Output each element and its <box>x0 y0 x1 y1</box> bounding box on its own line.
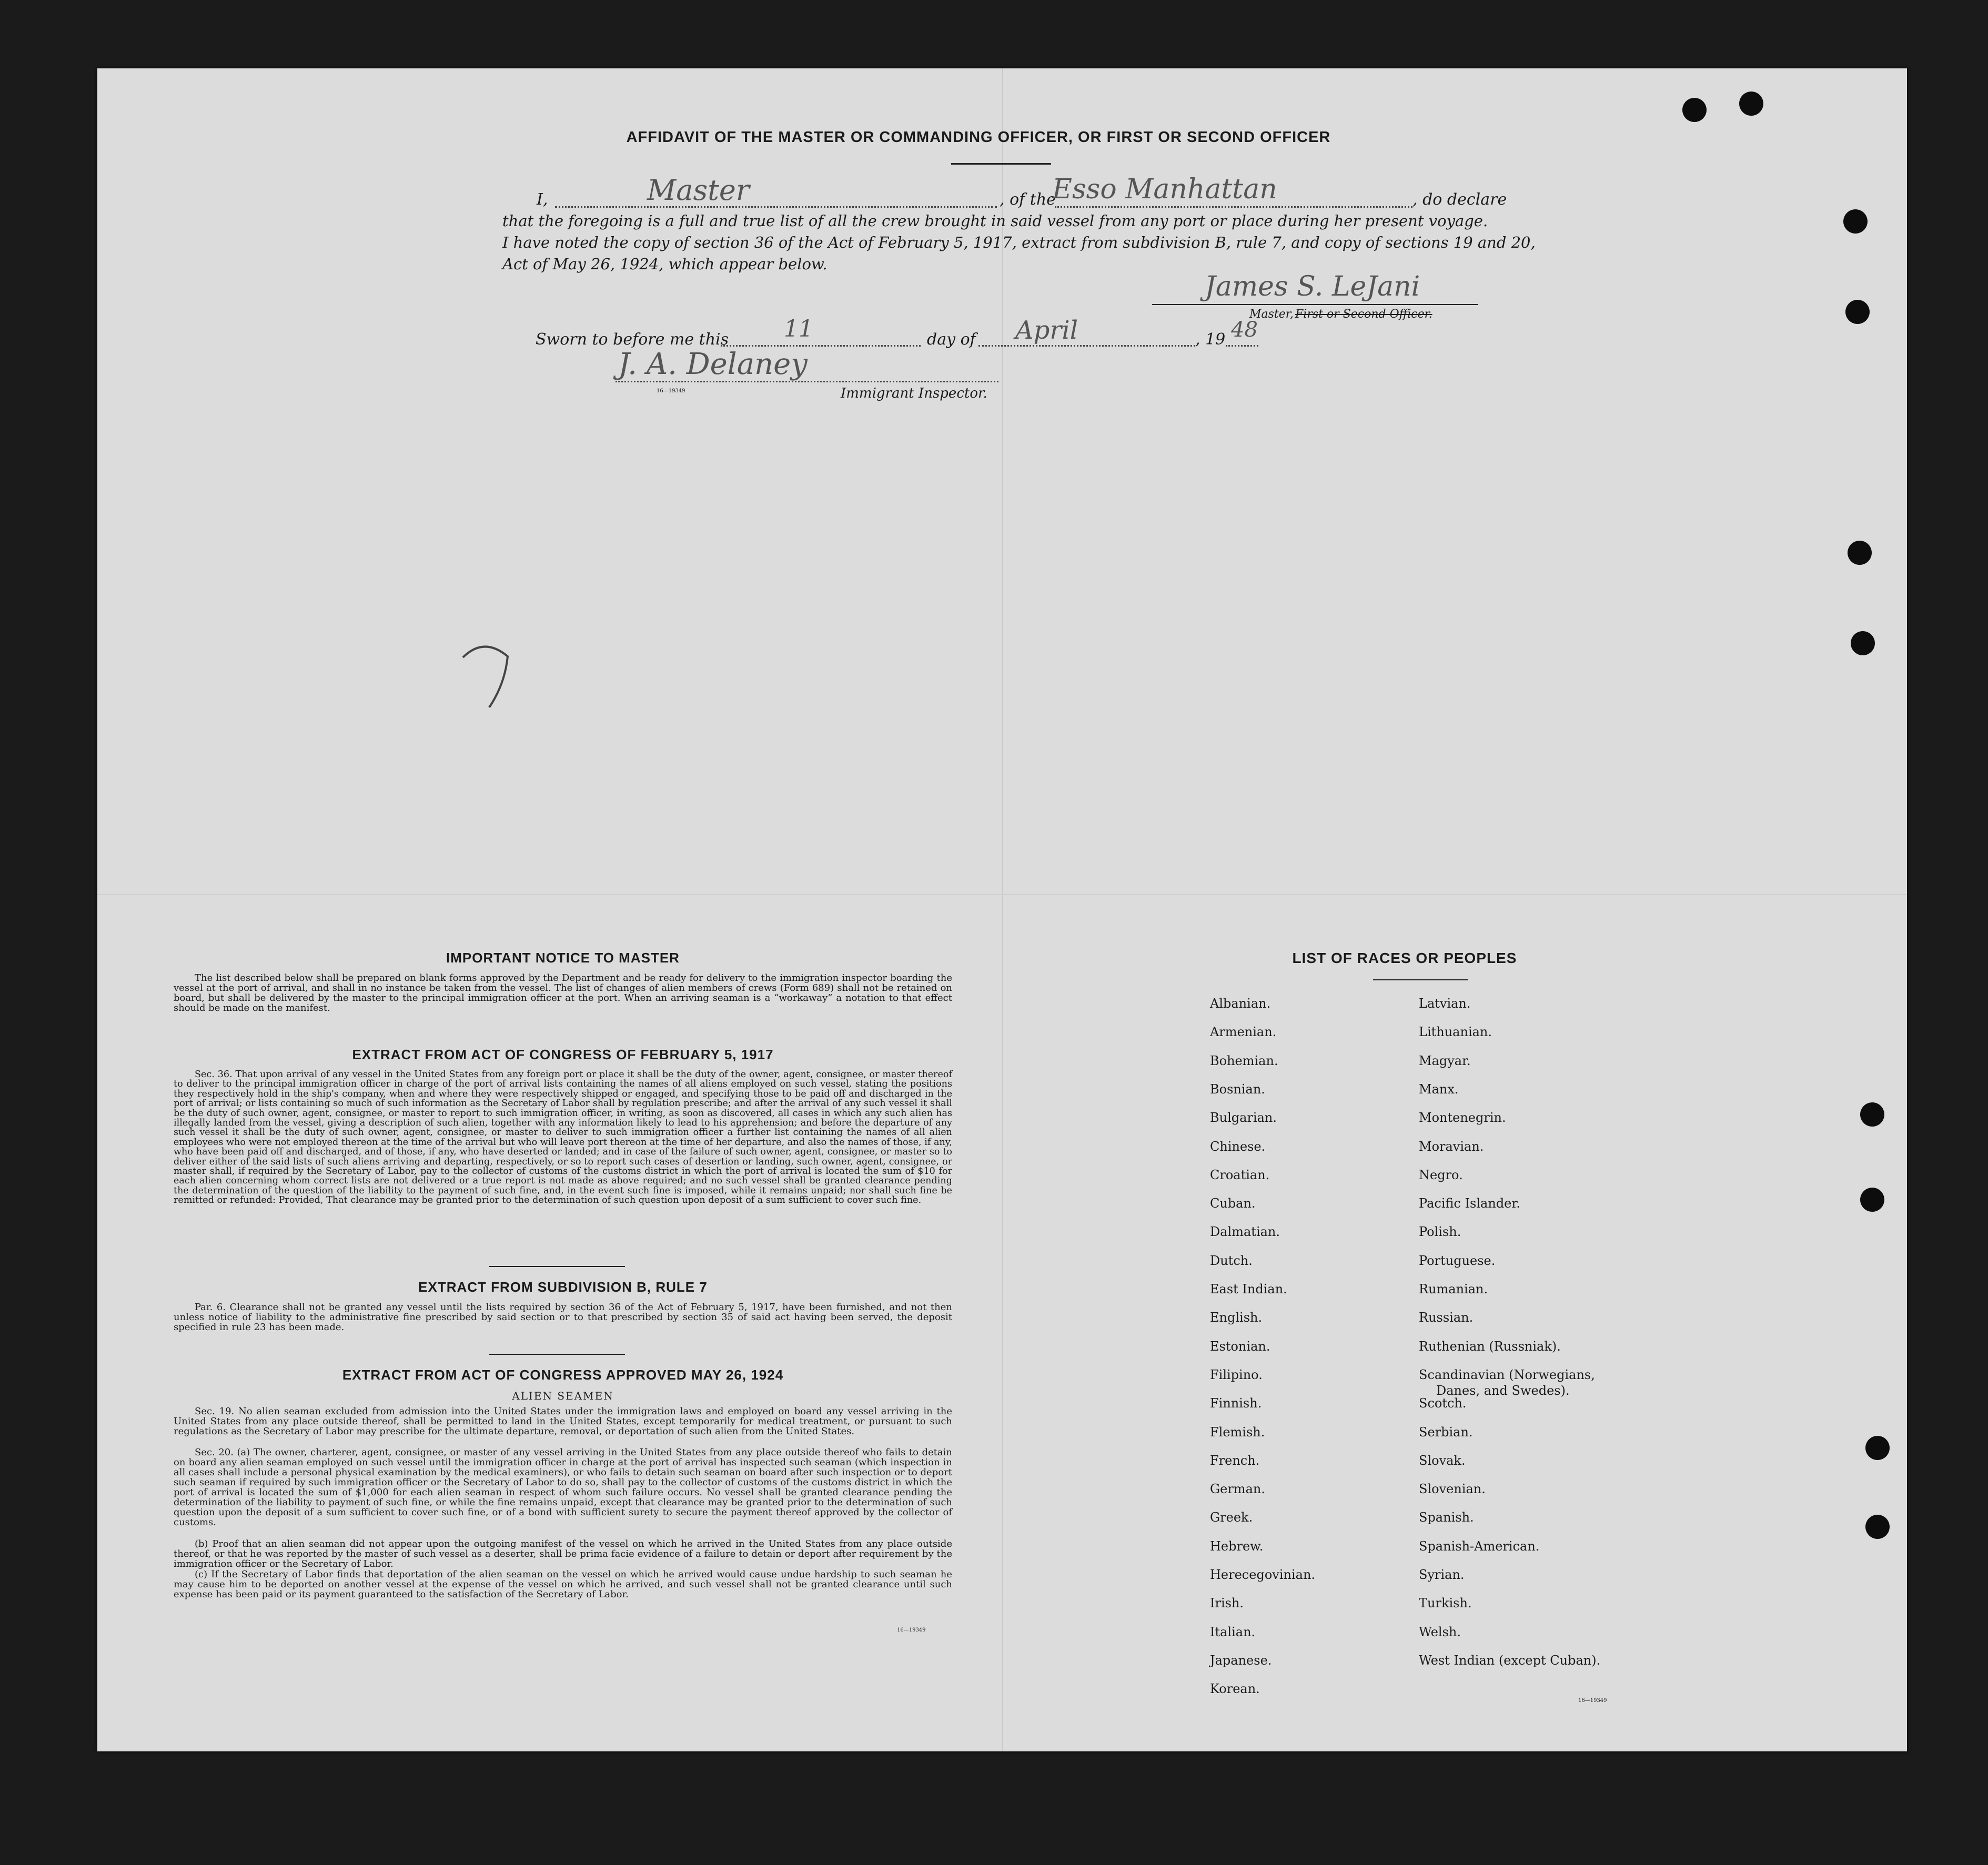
race-item: French. <box>1210 1453 1260 1468</box>
race-item: Irish. <box>1210 1596 1244 1611</box>
race-item: Estonian. <box>1210 1339 1270 1354</box>
races-title: LIST OF RACES OR PEOPLES <box>1292 950 1517 966</box>
race-item: Rumanian. <box>1419 1282 1488 1296</box>
vessel-blank <box>1055 206 1412 208</box>
subdivision-b-text: Par. 6. Clearance shall not be granted any vessel until the lists required by section 36 of the Act of February 5, 1917, have been furnished, and not then unless notice of liability to the administrative fine prescribed by said section or to that prescribed by section 35 of said act having been served, the deposit specified in rule 23 has been made. <box>174 1302 952 1333</box>
race-item: Chinese. <box>1210 1139 1266 1154</box>
race-item: Montenegrin. <box>1419 1110 1506 1126</box>
race-item: Finnish. <box>1210 1396 1262 1411</box>
race-item: Filipino. <box>1210 1367 1263 1382</box>
race-item: Turkish. <box>1419 1596 1472 1611</box>
extract-1924-sec20a: Sec. 20. (a) The owner, charterer, agent, consignee, or master of any vessel arriving in the United States from any place outside thereof who fails to detain on board any alien seaman employed on such vessel until the immigration officer in charge at the port of arrival has inspected such seaman (which inspection in all cases shall include a personal physical examination by the medical examiners), or who fails to detain such seaman on board after such inspection or to deport such seaman if required by such immigration officer or the Secretary of Labor to do so, shall pay to the collector of customs of the customs district in which the port of arrival is located the sum of $1,000 for each alien seaman in respect of whom such failure occurs. No vessel shall be granted clearance pending the determination of the liability to payment of such fine, or while the fine remains unpaid, except that clearance may be granted prior to the determination of such question upon the deposit of a sum sufficient to cover such fine, or of a bond with sufficient surety to secure the payment thereof approved by the collector of customs. <box>174 1447 952 1528</box>
title-underline <box>951 163 1051 165</box>
race-item: Cuban. <box>1210 1196 1256 1211</box>
punch-hole <box>1860 1102 1884 1127</box>
inspector-label: Immigrant Inspector. <box>841 386 987 401</box>
extract-1917-title: EXTRACT FROM ACT OF CONGRESS OF FEBRUARY 5, 1917 <box>352 1047 774 1062</box>
race-item: Pacific Islander. <box>1419 1196 1520 1211</box>
race-item: Syrian. <box>1419 1567 1465 1582</box>
race-item: Hebrew. <box>1210 1538 1264 1554</box>
pencil-mark <box>452 642 521 715</box>
race-item: Bohemian. <box>1210 1053 1278 1068</box>
officer-label-master: Master, <box>1249 308 1294 321</box>
race-item: Lithuanian. <box>1419 1025 1492 1040</box>
master-blank <box>555 206 997 208</box>
race-item: Bosnian. <box>1210 1081 1265 1097</box>
races-title-underline <box>1373 979 1468 980</box>
month-handwriting: April <box>1015 316 1078 345</box>
notice-title: IMPORTANT NOTICE TO MASTER <box>446 950 680 966</box>
affidavit-line3: I have noted the copy of section 36 of the Act of February 5, 1917, extract from subdivision B, rule 7, and copy of sections 19 and 20, <box>502 234 1536 251</box>
race-item: Spanish. <box>1419 1510 1474 1525</box>
master-signature: James S. LeJani <box>1205 271 1420 302</box>
affidavit-line1-prefix: I, <box>537 190 548 209</box>
race-item: Slovak. <box>1419 1453 1466 1468</box>
punch-hole <box>1865 1436 1890 1460</box>
race-item: Welsh. <box>1419 1624 1461 1639</box>
race-item: Japanese. <box>1210 1653 1272 1668</box>
race-item: West Indian (except Cuban). <box>1419 1653 1601 1668</box>
race-item: Spanish-American. <box>1419 1538 1540 1554</box>
race-item: Scotch. <box>1419 1396 1467 1411</box>
race-item: German. <box>1210 1482 1265 1497</box>
race-item: Herecegovinian. <box>1210 1567 1316 1582</box>
year-prefix: , 19 <box>1195 330 1226 349</box>
race-item: Bulgarian. <box>1210 1110 1277 1126</box>
inspector-blank <box>615 381 998 382</box>
alien-seamen-subtitle: ALIEN SEAMEN <box>512 1390 614 1402</box>
race-item: Latvian. <box>1419 996 1471 1011</box>
day-handwriting: 11 <box>784 316 813 342</box>
extract-1924-sec19: Sec. 19. No alien seaman excluded from admission into the United States under the immigration laws and employed on board any vessel arriving in the United States from any place outside thereof, shall be permitted to land in the United States, except temporarily for medical treatment, or pursuant to such regulations as the Secretary of Labor may prescribe for the ultimate departure, removal, or deportation of such alien from the United States. <box>174 1406 952 1437</box>
race-item: Moravian. <box>1419 1139 1484 1154</box>
inspector-signature: J. A. Delaney <box>618 347 808 381</box>
day-of-label: day of <box>927 330 976 349</box>
race-item: Serbian. <box>1419 1424 1473 1440</box>
master-handwriting: Master <box>647 174 750 207</box>
race-item: Magyar. <box>1419 1053 1471 1068</box>
race-item: Greek. <box>1210 1510 1253 1525</box>
race-item: Negro. <box>1419 1167 1463 1182</box>
race-item: Manx. <box>1419 1081 1459 1097</box>
section-divider <box>489 1354 625 1355</box>
punch-hole <box>1843 209 1868 234</box>
sworn-label: Sworn to before me this <box>536 330 729 349</box>
subdivision-b-title: EXTRACT FROM SUBDIVISION B, RULE 7 <box>418 1279 708 1295</box>
month-blank <box>978 345 1195 347</box>
extract-1924-sec20c: (c) If the Secretary of Labor finds that deportation of the alien seaman on the vessel on which he arrived would cause undue hardship to such seaman he may cause him to be deported on another vessel at the expense of the vessel on which he arrived, and such vessel shall not be granted clearance until such expense has been paid or its payment guaranteed to the satisfaction of the Secretary of Labor. <box>174 1569 952 1600</box>
punch-hole <box>1860 1188 1884 1212</box>
notice-text: The list described below shall be prepared on blank forms approved by the Department and be ready for delivery to the immigration inspector boarding the vessel at the port of arrival, and shall in no instance be taken from the vessel. The list of changes of alien members of crews (Form 689) shall not be retained on board, but shall be delivered by the master to the principal immigration officer at the port. When an arriving seaman is a “workaway” a notation to that effect should be made on the manifest. <box>174 972 952 1013</box>
punch-hole <box>1851 631 1875 655</box>
do-declare-label: , do declare <box>1412 190 1507 209</box>
vessel-handwriting: Esso Manhattan <box>1052 174 1277 205</box>
race-item: Ruthenian (Russniak). <box>1419 1339 1561 1354</box>
race-item: Croatian. <box>1210 1167 1270 1182</box>
race-item: Albanian. <box>1210 996 1271 1011</box>
affidavit-line4: Act of May 26, 1924, which appear below. <box>502 255 828 273</box>
race-item: Polish. <box>1419 1224 1461 1240</box>
of-the-label: , of the <box>1000 190 1056 209</box>
race-item: Portuguese. <box>1419 1253 1496 1268</box>
race-item: Slovenian. <box>1419 1482 1486 1497</box>
races-form-number: 16—19349 <box>1578 1698 1607 1704</box>
year-handwriting: 48 <box>1231 318 1258 342</box>
extract-1917-text: Sec. 36. That upon arrival of any vessel in the United States from any foreign port or place it shall be the duty of the owner, agent, consignee, or master thereof to deliver to the principal immigration officer in charge of the port of arrival lists containing the names of all aliens employed on such vessel, stating the positions they respectively hold in the ship's company, when and where they were respectively shipped or engaged, and specifying those to be paid off and discharged in the port of arrival; or lists containing so much of such information as the Secretary of Labor shall by regulation prescribe; and after the arrival of any such vessel it shall be the duty of such owner, agent, consignee, or master to report to such immigration officer, in writing, as soon as discovered, all cases in which any such alien has illegally landed from the vessel, giving a description of such alien, together with any information likely to lead to his apprehension; and before the departure of any such vessel it shall be the duty of such owner, agent, consignee, or master to deliver to such immigration officer a further list containing the names of all alien employees who were not employed thereon at the time of the arrival but who will leave port thereon at the time of her departure, and also the names of those, if any, who have been paid off and discharged, and of those, if any, who have deserted or landed; and in case of the failure of such owner, agent, consignee, or master so to deliver either of the said lists of such aliens arriving and departing, respectively, or so to report such cases of desertion or landing, such owner, agent, consignee, or master shall, if required by the Secretary of Labor, pay to the collector of customs of the customs district in which the port of arrival is located the sum of $10 for each alien concerning whom correct lists are not delivered or a true report is not made as above required; and no such vessel shall be granted clearance pending the determination of the question of the liability to the payment of such fine, and, in the event such fine is imposed, while it remains unpaid; nor shall such fine be remitted or refunded: Provided, That clearance may be granted prior to the determination of such question upon deposit of a sum sufficient to cover such fine. <box>174 1069 952 1206</box>
race-item: English. <box>1210 1310 1263 1325</box>
race-item: Russian. <box>1419 1310 1474 1325</box>
punch-hole <box>1848 541 1872 565</box>
extract-1924-sec20b: (b) Proof that an alien seaman did not appear upon the outgoing manifest of the vessel on which he arrived in the United States from any place outside thereof, or that he was reported by the master of such vessel as a deserter, shall be prima facie evidence of a failure to detain or deport after requirement by the immigration officer or the Secretary of Labor. <box>174 1538 952 1569</box>
affidavit-form-number: 16—19349 <box>657 388 685 394</box>
punch-hole <box>1865 1515 1890 1539</box>
race-item: Danes, and Swedes). <box>1436 1383 1570 1398</box>
race-item: Armenian. <box>1210 1025 1277 1040</box>
punch-hole <box>1682 98 1707 122</box>
punch-hole <box>1739 92 1763 116</box>
day-blank <box>721 345 921 347</box>
fold-line-horizontal <box>97 894 1907 895</box>
punch-hole <box>1845 300 1870 324</box>
signature-line <box>1152 304 1478 305</box>
race-item: East Indian. <box>1210 1282 1287 1296</box>
race-item: Flemish. <box>1210 1424 1265 1440</box>
extract-1924-title: EXTRACT FROM ACT OF CONGRESS APPROVED MAY 26, 1924 <box>342 1367 784 1383</box>
race-item: Italian. <box>1210 1624 1256 1639</box>
year-blank <box>1226 345 1258 347</box>
fold-line-vertical <box>1002 68 1003 1751</box>
officer-label-struck: First or Second Officer. <box>1295 308 1432 321</box>
race-item: Dutch. <box>1210 1253 1253 1268</box>
race-item: Korean. <box>1210 1681 1260 1697</box>
affidavit-line2: that the foregoing is a full and true list of all the crew brought in said vessel from any port or place during her present voyage. <box>502 212 1488 230</box>
extract-form-number: 16—19349 <box>897 1627 926 1633</box>
affidavit-title: AFFIDAVIT OF THE MASTER OR COMMANDING OFFICER, OR FIRST OR SECOND OFFICER <box>626 129 1331 146</box>
race-item: Scandinavian (Norwegians, <box>1419 1367 1595 1382</box>
section-divider <box>489 1266 625 1267</box>
race-item: Dalmatian. <box>1210 1224 1280 1240</box>
